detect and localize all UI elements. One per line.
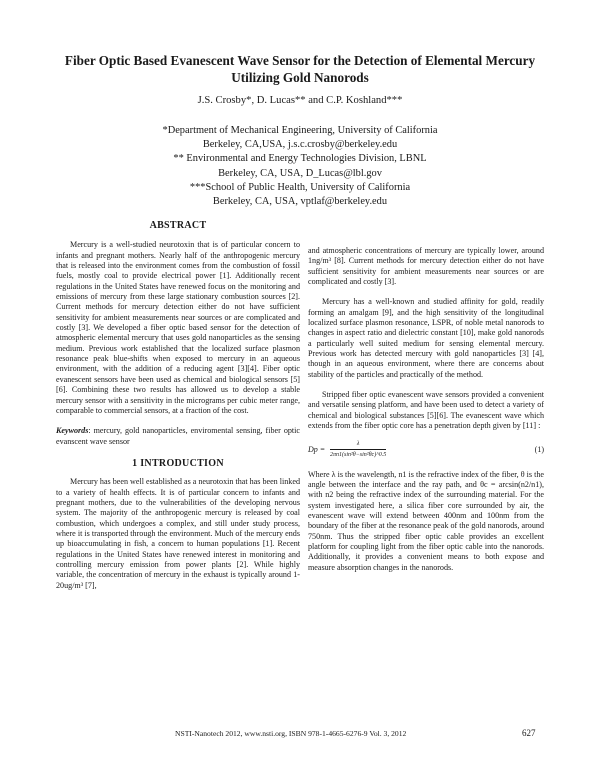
- equation-number: (1): [534, 444, 544, 454]
- affiliation-line: ** Environmental and Energy Technologies Division, LBNL: [173, 153, 427, 165]
- affiliation-line: Berkeley, CA, USA, D_Lucas@lbl.gov: [218, 167, 382, 179]
- penetration-paragraph: Where λ is the wavelength, n1 is the refractive index of the fiber, θ is the angle between the interface and the ray path, and θc = arcsin(n2/n1), with n2 being the refractive index of the surrounding material. For the system investigated here, a silica fiber core surrounded by air, the evanescent wave will extend between 400nm and 100nm from the boundary of the fiber at the resonance peak of the gold nanorods, around 750nm. Thus the stripped fiber optic cable provides an excellent platform for coupling light from the fiber optic cable into the nanorods. Additionally, it provides a convenient means to both expose and measure absorption changes in the nanorods.: [308, 469, 544, 572]
- equation-1: [308, 439, 544, 461]
- author-list: J.S. Crosby*, D. Lucas** and C.P. Koshland***: [197, 95, 403, 106]
- equation-numerator: λ: [330, 439, 386, 450]
- continued-paragraph: and atmospheric concentrations of mercury are typically lower, around 1ng/m³ [8]. Current methods for mercury detection either do not have sufficient sensitivity for ambient measurements near sources or are complicated and costly [3].: [308, 246, 544, 287]
- affiliation-line: Berkeley, CA,USA, j.s.c.crosby@berkeley.edu: [202, 139, 398, 151]
- equation-lhs: Dp =: [308, 444, 326, 454]
- title-line-2: Utilizing Gold Nanorods: [231, 70, 369, 85]
- right-column: [308, 246, 544, 573]
- page-number: 627: [522, 728, 536, 738]
- affiliation-line: ***School of Public Health, University of California: [189, 181, 411, 193]
- abstract-heading: ABSTRACT: [149, 220, 207, 231]
- affiliations: [60, 124, 540, 209]
- gold-affinity-paragraph: Mercury has a well-known and studied affinity for gold, readily forming an amalgam [9], and the high sensitivity of the longitudinal localized surface plasmon resonance, LSPR, of noble metal nanorods to changes in aspect ratio and dielectric constant [10], make gold nanorods a particularly well suited medium for sensing elemental mercury. Previous work has detected mercury with gold nanoparticles [3] [4], though in an aqueous environment, where there are concerns about stability of the particles and practically of the method.: [308, 297, 544, 379]
- equation-fraction: [330, 439, 386, 461]
- paper-title: [30, 52, 570, 86]
- footer-citation: NSTI-Nanotech 2012, www.nsti.org, ISBN 978-1-4665-6276-9 Vol. 3, 2012: [175, 729, 407, 738]
- sensor-paragraph: Stripped fiber optic evanescent wave sensors provided a convenient and versatile sensing platform, and have been used to detect a variety of chemical and biological substances [5][6]. The evanescent wave which extends from the fiber optic core has a penetration depth given by [11] :: [308, 390, 544, 431]
- intro-paragraph: Mercury has been well established as a neurotoxin that has been linked to a variety of health effects. It is of particular concern to infants and pregnant mothers, due to the vulnerabilities of the developing nervous system. The majority of the anthropogenic mercury is released by coal combustion, which undergoes a complex, and still under study process, where it is transported through the environment. Much of the mercury ends up bioaccumulating in fish, a concern to human populations [1]. Recent regulations in the United States have renewed interest in monitoring and controlling mercury emission from power plants [2]. While highly variable, the concentration of mercury in the exhaust is typically around 1-20ug/m³ [7],: [56, 477, 300, 590]
- keywords: [56, 426, 300, 447]
- abstract-text: Mercury is a well-studied neurotoxin that is of particular concern to infants and pregnant mothers. Nearly half of the anthropogenic mercury that is released into the environment comes from the combustion of fossil fuels, mostly coal to provide electrical power [1]. Additionally recent regulations in the United States have renewed focus on the monitoring and emissions of mercury from these large stationary combustion sources [2]. Current methods for mercury detection either do not have sufficient sensitivity for ambient measurements near sources or are complicated and costly [3]. We developed a fiber optic based sensor for the detection of atmospheric elemental mercury that uses gold nanoparticles as the sensing medium. Previous work established that the localized surface plasmon resonance peak blue-shifts when exposed to mercury in an aqueous environment, with the addition of a reducing agent [3][4]. Fiber optic evanescent sensors have been used as chemical and biological sensors [5] [6]. Combining these two results has allowed us to develop a stable mercury sensor with a sensitivity in the micrograms per cubic meter range, comparable to commercial sensors, at a fraction of the cost.: [56, 240, 300, 415]
- keywords-label: Keywords: [56, 426, 89, 436]
- title-line-1: Fiber Optic Based Evanescent Wave Sensor for the Detection of Elemental Mercury: [64, 53, 536, 68]
- affiliation-line: *Department of Mechanical Engineering, University of California: [162, 125, 438, 136]
- affiliation-line: Berkeley, CA, USA, vptlaf@berkeley.edu: [212, 196, 388, 208]
- equation-denominator: 2πn1(sin²θ−sin²θc)^0.5: [330, 451, 387, 458]
- introduction-heading: 1 INTRODUCTION: [132, 457, 224, 469]
- left-column: [56, 218, 300, 591]
- keywords-text: : mercury, gold nanoparticles, enviromental sensing, fiber optic evanscent wave sensor: [56, 426, 300, 446]
